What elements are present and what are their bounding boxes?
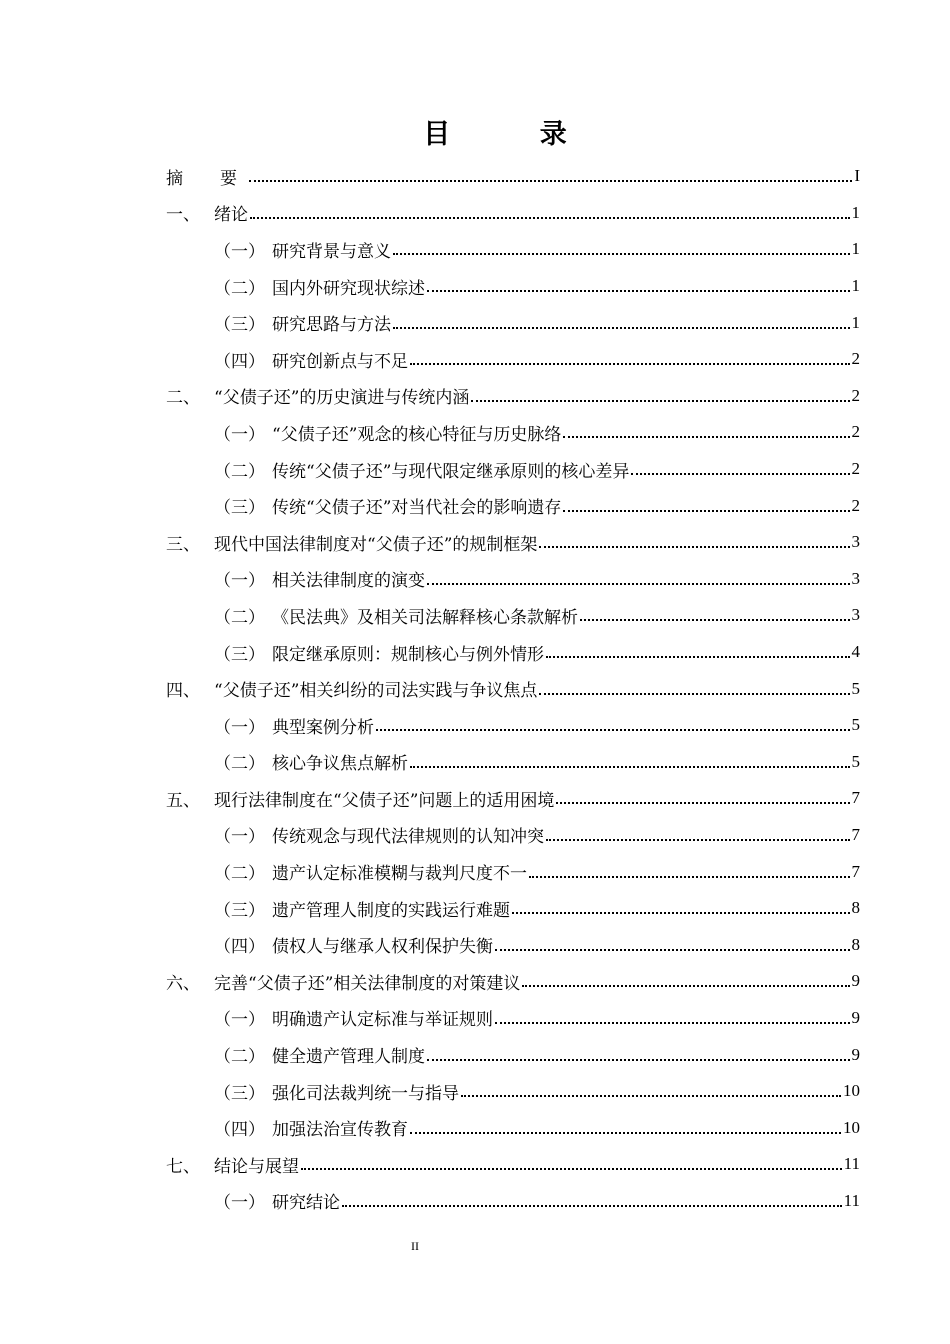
toc-entry-page: 5	[851, 715, 860, 735]
toc-entry-page: 1	[851, 312, 860, 332]
toc-entry-number: （一）	[214, 424, 265, 445]
toc-entry[interactable]	[166, 670, 860, 707]
toc-entry[interactable]	[166, 1183, 860, 1220]
toc-entry-label: 明确遗产认定标准与举证规则	[272, 1010, 493, 1031]
toc-dot-leader	[556, 802, 849, 804]
toc-entry-page: 10	[843, 1117, 860, 1137]
toc-entry-number: （二）	[214, 461, 265, 482]
toc-dot-leader	[522, 985, 849, 987]
toc-entry-number: （二）	[214, 607, 265, 628]
toc-entry-page: 9	[851, 971, 860, 991]
toc-entry-label: 研究背景与意义	[272, 241, 391, 262]
toc-dot-leader	[563, 436, 849, 438]
toc-entry-number: （四）	[214, 351, 265, 372]
toc-dot-leader	[539, 693, 849, 695]
toc-entry[interactable]	[166, 707, 860, 744]
toc-dot-leader	[546, 839, 850, 841]
toc-dot-leader	[393, 253, 850, 255]
toc-dot-leader	[249, 180, 852, 182]
toc-entry-label: 加强法治宣传教育	[272, 1120, 408, 1141]
toc-entry-number: 摘 要	[166, 168, 247, 189]
toc-entry-label: 传统“父债子还”与现代限定继承原则的核心差异	[272, 461, 630, 482]
toc-entry-page: 9	[851, 1044, 860, 1064]
page-title: 目 录	[423, 119, 607, 150]
toc-dot-leader	[539, 546, 849, 548]
toc-entry-number: （三）	[214, 1083, 265, 1104]
toc-entry-label: “父债子还”观念的核心特征与历史脉络	[272, 424, 562, 445]
toc-dot-leader	[250, 217, 850, 219]
toc-entry-label: 现代中国法律制度对“父债子还”的规制框架	[214, 534, 538, 555]
toc-entry-page: 2	[851, 495, 860, 515]
toc-dot-leader	[461, 1095, 841, 1097]
toc-entry[interactable]	[166, 634, 860, 671]
toc-entry-page: 4	[851, 642, 860, 662]
toc-dot-leader	[376, 729, 850, 731]
toc-entry-number: （三）	[214, 900, 265, 921]
toc-entry-label: 研究思路与方法	[272, 315, 391, 336]
toc-dot-leader	[410, 766, 850, 768]
toc-dot-leader	[563, 510, 849, 512]
toc-entry-number: 七、	[166, 1156, 200, 1177]
toc-entry-page: 2	[851, 349, 860, 369]
toc-dot-leader	[410, 1132, 841, 1134]
toc-entry[interactable]	[166, 1109, 860, 1146]
toc-entry-page: 7	[851, 824, 860, 844]
toc-entry-number: （一）	[214, 1010, 265, 1031]
toc-entry-number: （一）	[214, 717, 265, 738]
toc-entry-page: 8	[851, 898, 860, 918]
toc-entry-label: 强化司法裁判统一与指导	[272, 1083, 459, 1104]
toc-entry-page: 3	[851, 605, 860, 625]
toc-entry-label: 债权人与继承人权利保护失衡	[272, 937, 493, 958]
toc-entry-number: 二、	[166, 388, 200, 409]
toc-entry[interactable]	[166, 1036, 860, 1073]
toc-entry-page: 1	[851, 202, 860, 222]
toc-dot-leader	[427, 290, 850, 292]
toc-entry[interactable]	[166, 561, 860, 598]
toc-entry[interactable]	[166, 195, 860, 232]
toc-dot-leader	[393, 327, 850, 329]
toc-dot-leader	[495, 1022, 850, 1024]
toc-entry[interactable]	[166, 341, 860, 378]
table-of-contents	[166, 158, 860, 1219]
toc-entry[interactable]	[166, 1146, 860, 1183]
toc-dot-leader	[631, 473, 849, 475]
toc-entry-label: “父债子还”的历史演进与传统内涵	[214, 388, 470, 409]
toc-entry[interactable]	[166, 487, 860, 524]
toc-dot-leader	[342, 1205, 842, 1207]
toc-entry-label: 绪论	[214, 205, 248, 226]
toc-entry-number: （二）	[214, 1047, 265, 1068]
toc-entry-number: （四）	[214, 937, 265, 958]
toc-entry-page: 5	[851, 751, 860, 771]
toc-entry-number: （三）	[214, 315, 265, 336]
toc-dot-leader	[580, 619, 850, 621]
toc-entry-page: 7	[851, 861, 860, 881]
toc-entry-label: 研究创新点与不足	[272, 351, 408, 372]
toc-dot-leader	[546, 656, 850, 658]
toc-entry[interactable]	[166, 158, 860, 195]
toc-entry-page: 3	[851, 568, 860, 588]
toc-entry-page: I	[854, 166, 860, 186]
toc-dot-leader	[529, 876, 850, 878]
toc-entry-label: 遗产管理人制度的实践运行难题	[272, 900, 510, 921]
toc-entry[interactable]	[166, 451, 860, 488]
toc-entry-number: 五、	[166, 790, 200, 811]
toc-entry[interactable]	[166, 926, 860, 963]
toc-entry-label: 国内外研究现状综述	[272, 278, 425, 299]
toc-entry-number: （三）	[214, 498, 265, 519]
toc-dot-leader	[427, 1059, 850, 1061]
toc-entry-page: 5	[851, 678, 860, 698]
toc-entry-number: （二）	[214, 754, 265, 775]
toc-entry[interactable]	[166, 268, 860, 305]
toc-entry[interactable]	[166, 524, 860, 561]
toc-dot-leader	[495, 949, 850, 951]
toc-entry-page: 7	[851, 788, 860, 808]
toc-dot-leader	[410, 363, 850, 365]
toc-entry-label: 完善“父债子还”相关法律制度的对策建议	[214, 973, 521, 994]
toc-entry[interactable]	[166, 780, 860, 817]
toc-entry-number: （二）	[214, 278, 265, 299]
toc-entry-page: 1	[851, 276, 860, 296]
toc-entry[interactable]	[166, 963, 860, 1000]
toc-entry-label: 传统“父债子还”对当代社会的影响遗存	[272, 498, 562, 519]
toc-entry[interactable]	[166, 817, 860, 854]
toc-entry-page: 9	[851, 1007, 860, 1027]
toc-entry-page: 11	[843, 1190, 860, 1210]
toc-entry-number: （一）	[214, 827, 265, 848]
toc-dot-leader	[471, 400, 849, 402]
toc-entry[interactable]	[166, 304, 860, 341]
toc-entry-number: 一、	[166, 205, 200, 226]
toc-entry-label: 健全遗产管理人制度	[272, 1047, 425, 1068]
toc-entry-label: “父债子还”相关纠纷的司法实践与争议焦点	[214, 681, 538, 702]
toc-entry-number: （一）	[214, 571, 265, 592]
toc-entry-page: 2	[851, 459, 860, 479]
toc-entry-page: 11	[843, 1154, 860, 1174]
toc-entry[interactable]	[166, 1000, 860, 1037]
toc-dot-leader	[427, 583, 850, 585]
toc-entry[interactable]	[166, 378, 860, 415]
toc-entry-number: 三、	[166, 534, 200, 555]
toc-entry-page: 2	[851, 385, 860, 405]
toc-entry-number: （一）	[214, 241, 265, 262]
toc-entry-number: （三）	[214, 644, 265, 665]
toc-entry-label: 现行法律制度在“父债子还”问题上的适用困境	[214, 790, 555, 811]
toc-entry[interactable]	[166, 414, 860, 451]
page-number: II	[411, 1239, 419, 1253]
toc-entry-label: 研究结论	[272, 1193, 340, 1214]
toc-entry[interactable]	[166, 744, 860, 781]
toc-entry-number: 四、	[166, 681, 200, 702]
toc-entry-label: 结论与展望	[214, 1156, 299, 1177]
toc-entry-number: （一）	[214, 1193, 265, 1214]
toc-dot-leader	[301, 1168, 842, 1170]
toc-entry-label: 传统观念与现代法律规则的认知冲突	[272, 827, 544, 848]
toc-entry-page: 8	[851, 934, 860, 954]
toc-entry-number: （二）	[214, 864, 265, 885]
toc-entry[interactable]	[166, 853, 860, 890]
toc-entry[interactable]	[166, 890, 860, 927]
toc-entry-page: 3	[851, 532, 860, 552]
toc-entry-label: 核心争议焦点解析	[272, 754, 408, 775]
toc-entry-label: 相关法律制度的演变	[272, 571, 425, 592]
toc-entry-number: 六、	[166, 973, 200, 994]
toc-entry-label: 《民法典》及相关司法解释核心条款解析	[272, 607, 578, 628]
toc-entry[interactable]	[166, 1073, 860, 1110]
toc-entry-label: 遗产认定标准模糊与裁判尺度不一	[272, 864, 527, 885]
toc-entry-number: （四）	[214, 1120, 265, 1141]
toc-entry-label: 限定继承原则：规制核心与例外情形	[272, 644, 544, 665]
toc-entry-label: 典型案例分析	[272, 717, 374, 738]
toc-entry-page: 2	[851, 422, 860, 442]
toc-entry[interactable]	[166, 231, 860, 268]
toc-entry-page: 10	[843, 1081, 860, 1101]
toc-dot-leader	[512, 912, 850, 914]
toc-entry-page: 1	[851, 239, 860, 259]
toc-entry[interactable]	[166, 597, 860, 634]
